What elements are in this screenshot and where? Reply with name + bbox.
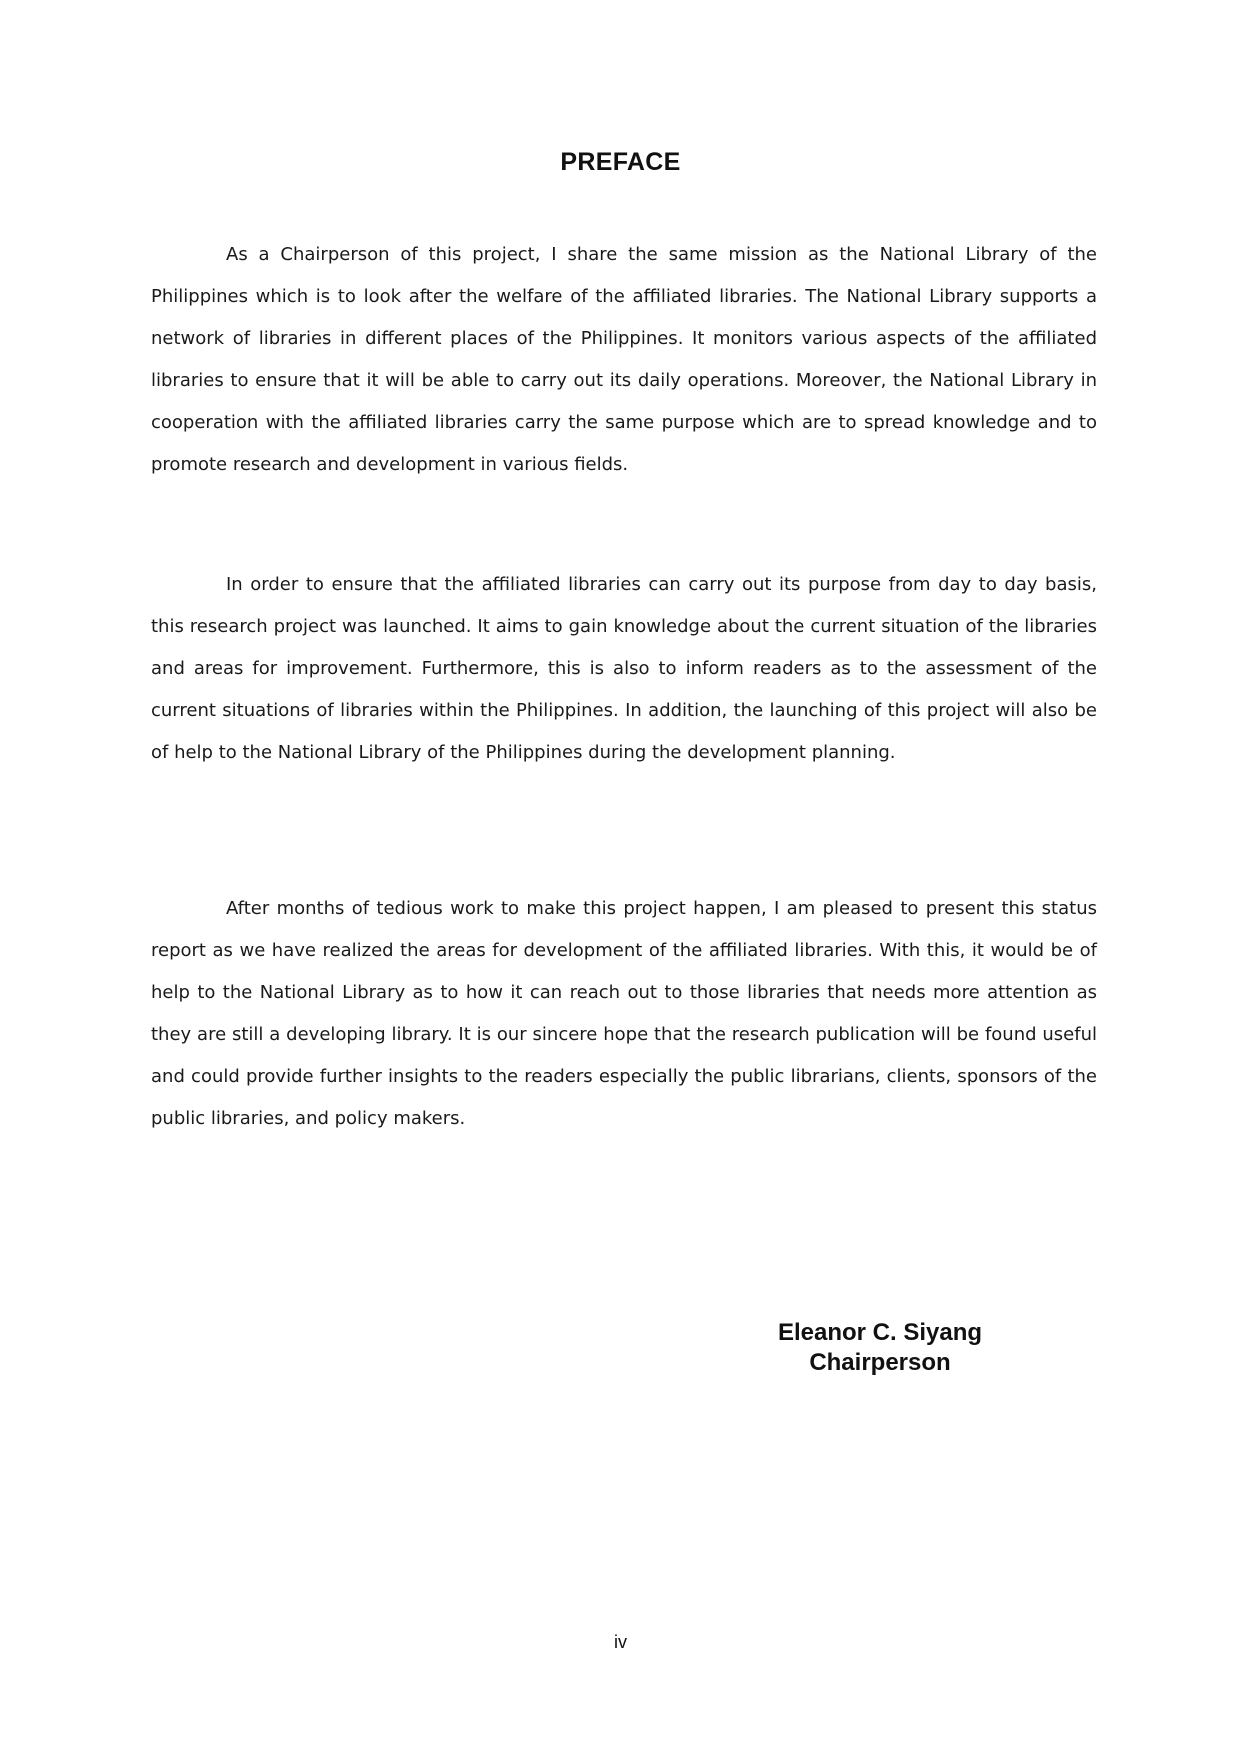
signature-block — [730, 1318, 1030, 1378]
preface-paragraph-2: In order to ensure that the affiliated libraries can carry out its purpose from day to day basis, this research project was launched. It aims to gain knowledge about the current situation of the libraries and areas for improvement. Furthermore, this is also to inform readers as to the assessment of the current situations of libraries within the Philippines. In addition, the launching of this project will also be of help to the National Library of the Philippines during the development planning. — [151, 574, 1097, 763]
signatory-name: Eleanor C. Siyang — [777, 1319, 983, 1346]
page-title: PREFACE — [560, 148, 681, 176]
preface-paragraph-3: After months of tedious work to make this project happen, I am pleased to present this status report as we have realized the areas for development of the affiliated libraries. With this, it would be of help to the National Library as to how it can reach out to those libraries that needs more attention as they are still a developing library. It is our sincere hope that the research publication will be found useful and could provide further insights to the readers especially the public librarians, clients, sponsors of the public libraries, and policy makers. — [151, 898, 1097, 1129]
page-number: iv — [614, 1632, 627, 1652]
signatory-role: Chairperson — [809, 1349, 951, 1376]
preface-paragraph-1: As a Chairperson of this project, I share the same mission as the National Library of the Philippines which is to look after the welfare of the affiliated libraries. The National Library supports a network of libraries in different places of the Philippines. It monitors various aspects of the affiliated libraries to ensure that it will be able to carry out its daily operations. Moreover, the National Library in cooperation with the affiliated libraries carry the same purpose which are to spread knowledge and to promote research and development in various fields. — [151, 244, 1097, 475]
